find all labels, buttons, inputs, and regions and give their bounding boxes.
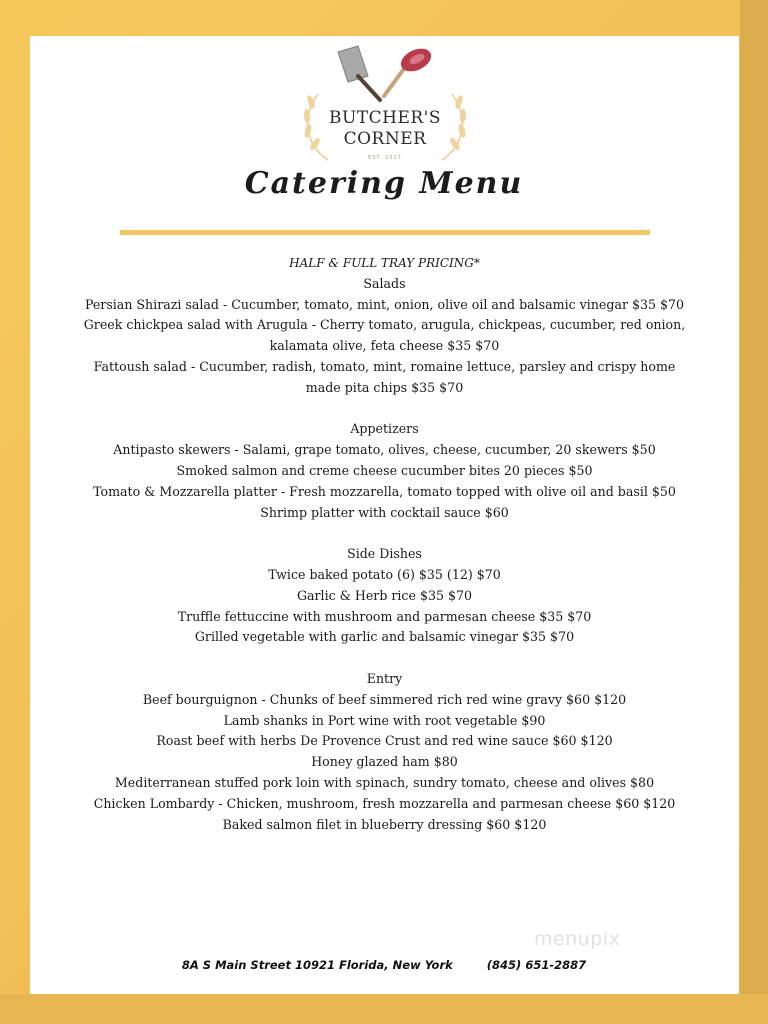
meat-bone-icon bbox=[384, 44, 435, 96]
brand-est: EST. 2017 bbox=[368, 155, 402, 161]
cleaver-icon bbox=[338, 46, 380, 100]
menu-item: Beef bourguignon - Chunks of beef simmered rich red wine gravy $60 $120 bbox=[142, 691, 627, 707]
section-heading-salads: Salads bbox=[363, 275, 406, 291]
menu-item: Tomato & Mozzarella platter - Fresh mozzarella, tomato topped with olive oil and basil $50 bbox=[93, 483, 676, 499]
menu-item: kalamata olive, feta cheese $35 $70 bbox=[269, 338, 500, 354]
menu-item: Mediterranean stuffed pork loin with spinach, sundry tomato, cheese and olives $80 bbox=[114, 774, 655, 790]
menu-item: Garlic & Herb rice $35 $70 bbox=[296, 587, 473, 603]
footer bbox=[0, 958, 768, 972]
spacer bbox=[30, 648, 739, 669]
brand-name bbox=[296, 108, 474, 150]
menu-item: Baked salmon filet in blueberry dressing $60 $120 bbox=[222, 816, 547, 832]
menu-item: Truffle fettuccine with mushroom and parmesan cheese $35 $70 bbox=[177, 608, 592, 624]
section-heading-appetizers: Appetizers bbox=[350, 421, 419, 437]
menu-item: Smoked salmon and creme cheese cucumber bites 20 pieces $50 bbox=[176, 462, 593, 478]
menu-item: Persian Shirazi salad - Cucumber, tomato, mint, onion, olive oil and balsamic vinegar $35 $70 bbox=[84, 296, 685, 312]
right-border bbox=[740, 0, 768, 1024]
menu-content bbox=[30, 253, 739, 835]
menu-item: Grilled vegetable with garlic and balsamic vinegar $35 $70 bbox=[194, 629, 575, 645]
spacer bbox=[30, 523, 739, 544]
brand-name-line1: BUTCHER'S bbox=[328, 108, 442, 128]
title-divider bbox=[120, 230, 650, 235]
footer-address: 8A S Main Street 10921 Florida, New York bbox=[181, 958, 453, 972]
pricing-note: HALF & FULL TRAY PRICING* bbox=[289, 256, 480, 270]
page-title: Catering Menu bbox=[244, 166, 524, 201]
menu-item: made pita chips $35 $70 bbox=[305, 379, 464, 395]
section-heading-side-dishes: Side Dishes bbox=[347, 546, 422, 562]
menu-item: Shrimp platter with cocktail sauce $60 bbox=[260, 504, 509, 520]
menu-item: Honey glazed ham $80 bbox=[311, 754, 458, 770]
menu-item: Fattoush salad - Cucumber, radish, tomato, mint, romaine lettuce, parsley and crispy home bbox=[93, 358, 676, 374]
menu-item: Lamb shanks in Port wine with root vegetable $90 bbox=[223, 712, 546, 728]
menu-item: Antipasto skewers - Salami, grape tomato, olives, cheese, cucumber, 20 skewers $50 bbox=[113, 442, 656, 458]
menu-item: Twice baked potato (6) $35 (12) $70 bbox=[268, 566, 501, 582]
menupix-watermark: menupix bbox=[534, 928, 621, 950]
menu-item: Chicken Lombardy - Chicken, mushroom, fresh mozzarella and parmesan cheese $60 $120 bbox=[93, 795, 676, 811]
menu-item: Greek chickpea salad with Arugula - Cherry tomato, arugula, chickpeas, cucumber, red onion, bbox=[83, 317, 686, 333]
bottom-border bbox=[0, 994, 768, 1024]
section-heading-entry: Entry bbox=[366, 670, 403, 686]
spacer bbox=[30, 399, 739, 420]
footer-phone: (845) 651-2887 bbox=[486, 958, 587, 972]
menu-item: Roast beef with herbs De Provence Crust and red wine sauce $60 $120 bbox=[156, 733, 613, 749]
brand-name-line2: CORNER bbox=[343, 129, 427, 149]
